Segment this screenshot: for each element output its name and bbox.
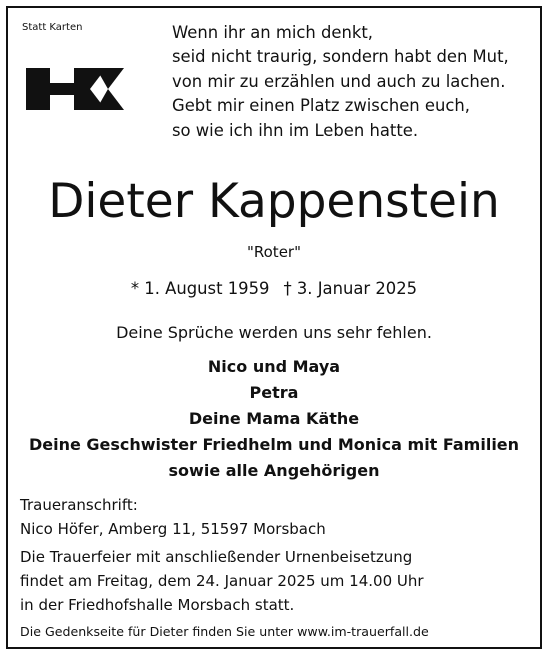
- deceased-name: Dieter Kappenstein: [48, 174, 500, 229]
- poem-line: von mir zu erzählen und auch zu lachen.: [172, 71, 506, 91]
- deceased-nickname: "Roter": [246, 243, 301, 261]
- life-dates: [8, 278, 540, 300]
- address-label: Traueranschrift:: [20, 496, 138, 514]
- birth-date: * 1. August 1959: [130, 279, 270, 298]
- mourner-line: Deine Geschwister Friedhelm und Monica mit Familien: [28, 435, 520, 454]
- funeral-line: in der Friedhofshalle Morsbach statt.: [20, 596, 295, 614]
- memorial-page-note: Die Gedenkseite für Dieter finden Sie unter www.im-trauerfall.de: [20, 624, 429, 639]
- mourner-line: Petra: [249, 383, 299, 402]
- logo-k-mark-icon: [26, 68, 124, 110]
- address-line: Nico Höfer, Amberg 11, 51597 Morsbach: [20, 520, 326, 538]
- mourning-address: [20, 493, 326, 541]
- farewell-saying: Deine Sprüche werden uns sehr fehlen.: [116, 323, 432, 342]
- funeral-line: findet am Freitag, dem 24. Januar 2025 um 14.00 Uhr: [20, 572, 424, 590]
- mourner-line: sowie alle Angehörigen: [168, 461, 380, 480]
- poem-line: Wenn ihr an mich denkt,: [172, 23, 373, 42]
- funeral-line: Die Trauerfeier mit anschließender Urnenbeisetzung: [20, 548, 413, 566]
- funeral-info: [20, 545, 424, 617]
- mourner-line: Nico und Maya: [207, 357, 341, 376]
- mourner-line: Deine Mama Käthe: [188, 409, 360, 428]
- obituary-notice: [6, 6, 542, 649]
- poem-line: seid nicht traurig, sondern habt den Mut,: [172, 47, 509, 67]
- death-date: † 3. Januar 2025: [283, 279, 418, 298]
- poem: [172, 21, 509, 143]
- statt-karten-label: Statt Karten: [22, 22, 83, 33]
- poem-line: so wie ich ihn im Leben hatte.: [172, 120, 419, 140]
- mourners-list: [8, 354, 540, 484]
- poem-line: Gebt mir einen Platz zwischen euch,: [172, 96, 470, 116]
